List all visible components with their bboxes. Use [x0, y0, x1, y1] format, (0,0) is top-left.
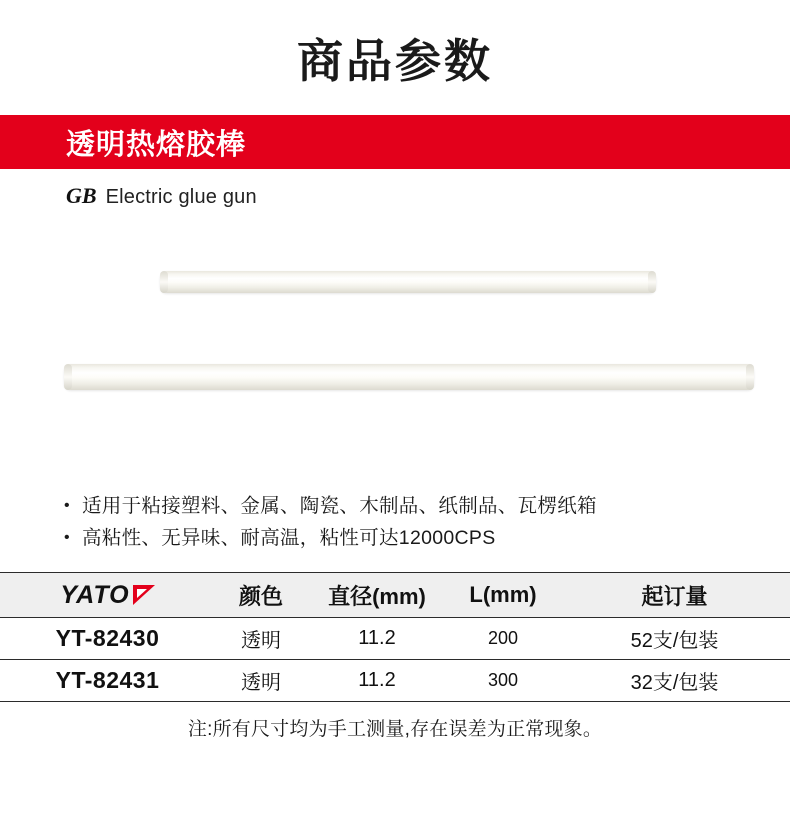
product-image-area: [0, 209, 790, 491]
header-diameter: 直径(mm): [307, 573, 447, 618]
cell-color: 透明: [215, 618, 307, 660]
subtitle-english: Electric glue gun: [105, 186, 257, 209]
list-item: [64, 523, 750, 555]
list-item: [64, 491, 750, 523]
cell-length: 200: [447, 618, 559, 660]
brand-logo-cell: [0, 573, 215, 618]
cell-length: 300: [447, 660, 559, 702]
cell-color: 透明: [215, 660, 307, 702]
yato-logo: [60, 581, 154, 610]
stick-cap-right: [648, 271, 656, 293]
feature-list: [0, 491, 790, 554]
glue-stick-long-image: [64, 364, 754, 390]
yato-arrow-icon: [133, 585, 155, 605]
glue-stick-short-image: [160, 271, 656, 293]
stick-cap-right: [746, 364, 754, 390]
cell-diameter: 11.2: [307, 618, 447, 660]
standard-tag: GB: [66, 183, 97, 209]
cell-model: YT-82431: [0, 660, 215, 702]
table-header-row: [0, 573, 790, 618]
cell-diameter: 11.2: [307, 660, 447, 702]
feature-text: 高粘性、无异味、耐高温，粘性可达12000CPS: [82, 526, 496, 549]
cell-model: YT-82430: [0, 618, 215, 660]
page-title: 商品参数: [297, 35, 493, 87]
header-moq: 起订量: [559, 573, 790, 618]
header-length: L(mm): [447, 573, 559, 618]
spec-table: [0, 572, 790, 702]
cell-moq: 32支/包装: [559, 660, 790, 702]
measurement-note: 注:所有尺寸均为手工测量,存在误差为正常现象。: [187, 719, 603, 741]
banner-title: 透明热熔胶棒: [66, 128, 247, 161]
stick-cap-left: [64, 364, 72, 390]
subtitle: [0, 169, 790, 209]
product-banner: [0, 115, 790, 169]
brand-name: YATO: [60, 580, 130, 609]
table-row: [0, 618, 790, 660]
cell-moq: 52支/包装: [559, 618, 790, 660]
stick-cap-left: [160, 271, 168, 293]
table-row: [0, 660, 790, 702]
bullet-dot-icon: •: [64, 497, 70, 515]
feature-text: 适用于粘接塑料、金属、陶瓷、木制品、纸制品、瓦楞纸箱: [82, 495, 597, 518]
header-color: 颜色: [215, 573, 307, 618]
bullet-dot-icon: •: [64, 528, 70, 546]
